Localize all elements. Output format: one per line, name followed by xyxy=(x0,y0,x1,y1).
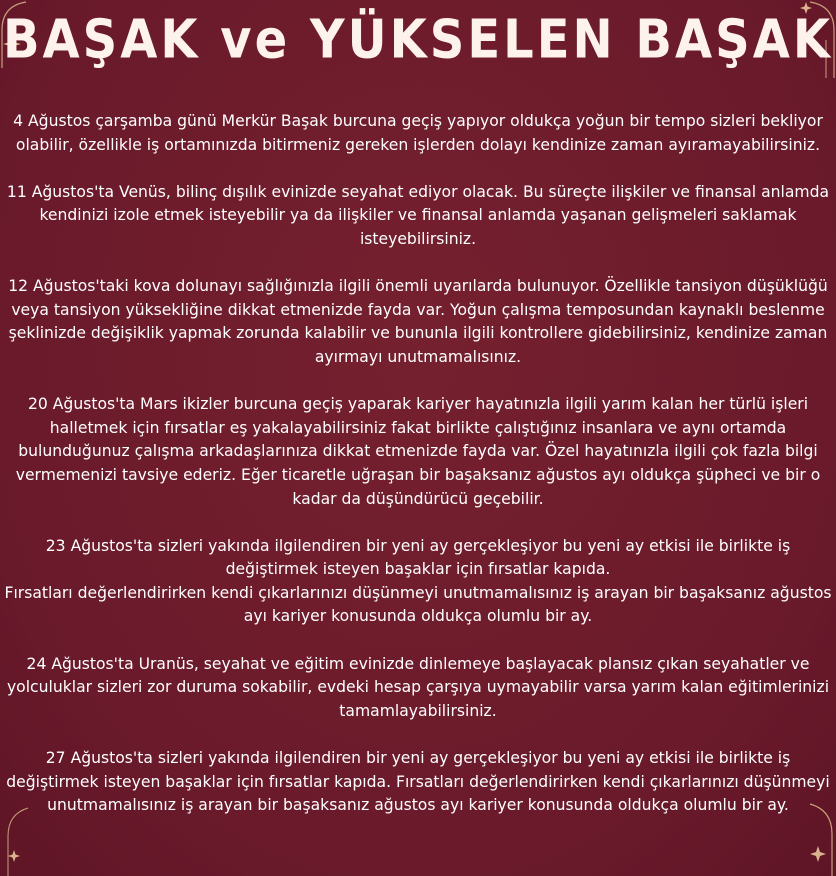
page-title: BAŞAK ve YÜKSELEN BAŞAK xyxy=(2,8,834,71)
paragraph-uranus: 24 Ağustos'ta Uranüs, seyahat ve eğitim evinizde dinlemeye başlayacak plansız çıkan seyahatler ve yolculuklar sizleri zor duruma sokabilir, evdeki hesap çarşıya uymayabilir varsa yarım kalan eğitimlerinizi tamamlayabilirsiniz. xyxy=(6,654,830,720)
paragraph-mars: 20 Ağustos'ta Mars ikizler burcuna geçiş yaparak kariyer hayatınızla ilgili yarım kalan her türlü işleri halletmek için fırsatlar eş yakalayabilirsiniz fakat birlikte çalıştığınız insanlara ve aynı ortamda bulunduğunuz çalışma arkadaşlarınıza dikkat etmenizde fayda var. Özel hayatınızla ilgili çok fazla bilgi vermemenizi tavsiye ederiz. Eğer ticaretle uğraşan bir başaksanız ağustos ayı oldukça şüpheci ve bir o kadar da düşündürücü geçebilir. xyxy=(15,395,821,508)
paragraph-new-moon-2: 27 Ağustos'ta sizleri yakında ilgilendiren bir yeni ay gerçekleşiyor bu yeni ay etkisi ile birlikte iş değiştirmek isteyen başaklar için fırsatlar kapıda. Fırsatları değerlendirirken kendi çıkarlarınızı düşünmeyi unutmamalısınız iş arayan bir başaksanız ağustos ayı kariyer konusunda oldukça olumlu bir ay. xyxy=(6,749,830,815)
paragraph-venus: 11 Ağustos'ta Venüs, bilinç dışılık evinizde seyahat ediyor olacak. Bu süreçte ilişkiler ve finansal anlamda kendinizi izole etmek isteyebilir ya da ilişkiler ve finansal anlamda yaşanan gelişmeleri saklamak isteyebilirsiniz. xyxy=(6,182,830,248)
paragraph-mercury: 4 Ağustos çarşamba günü Merkür Başak burcuna geçiş yapıyor oldukça yoğun bir tempo sizleri bekliyor olabilir, özellikle iş ortamınızda bitirmeniz gereken işlerden dolayı kendinize zaman ayıramayabilirsiniz. xyxy=(13,112,823,154)
star-ornament-icon xyxy=(8,850,20,862)
star-ornament-icon xyxy=(810,846,826,862)
paragraph-new-moon: 23 Ağustos'ta sizleri yakında ilgilendiren bir yeni ay gerçekleşiyor bu yeni ay etkisi ile birlikte iş değiştirmek isteyen başaklar için fırsatlar kapıda. Fırsatları değerlendirirken kendi çıkarlarınızı düşünmeyi unutmamalısınız iş arayan bir başaksanız ağustos ayı kariyer konusunda oldukça olumlu bir ay. xyxy=(4,536,832,626)
horoscope-text xyxy=(4,110,832,841)
paragraph-full-moon: 12 Ağustos'taki kova dolunayı sağlığınızla ilgili önemli uyarılarda bulunuyor. Özellikle tansiyon düşüklüğü veya tansiyon yüksekliğine dikkat etmenizde fayda var. Yoğun çalışma temposundan kaynaklı beslenme şeklinizde değişiklik yapmak zorunda kalabilir ve bununla ilgili kontrollere gidebilirsiniz, kendinize zaman ayırmayı unutmamalısınız. xyxy=(8,277,828,366)
